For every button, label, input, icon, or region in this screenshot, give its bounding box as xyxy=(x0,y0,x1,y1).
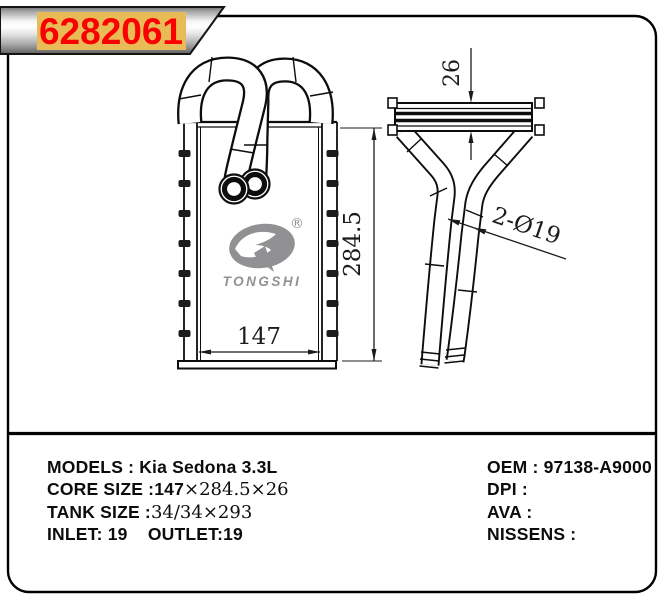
dimension-height xyxy=(340,128,382,361)
spec-row-models xyxy=(47,456,289,478)
spec-value: 34/34×293 xyxy=(150,501,253,523)
arrow-down-icon xyxy=(469,91,474,103)
spec-label: NISSENS : xyxy=(487,523,577,544)
arrow-up-icon xyxy=(469,131,474,143)
spec-label: TANK SIZE : xyxy=(47,501,151,522)
spec-row-dpi xyxy=(487,478,652,500)
part-number-banner xyxy=(0,7,224,54)
spec-value: ×284.5×26 xyxy=(184,479,289,501)
spec-row-inlet-outlet xyxy=(47,523,289,545)
core-edge-view xyxy=(388,98,544,135)
dimension-height-label: 284.5 xyxy=(340,211,366,277)
pipe-diameter-text: 2-Ø19 xyxy=(488,202,564,251)
arrow-down-icon xyxy=(372,349,377,361)
side-view-pipes xyxy=(403,131,526,368)
spec-label: OEM : 97138-A9000 xyxy=(487,457,652,477)
inlet-outlet-pipes xyxy=(179,57,333,204)
watermark-logo xyxy=(223,216,304,289)
spec-label: AVA : xyxy=(487,501,533,522)
spec-row-ava xyxy=(487,501,652,523)
watermark-brand-text: TONGSHI xyxy=(222,274,302,289)
part-number: 6282061 xyxy=(38,11,184,52)
registered-mark-icon: ® xyxy=(290,216,304,232)
dimension-width-label: 147 xyxy=(237,324,281,350)
spec-label: DPI : xyxy=(487,479,528,500)
spec-label: MODELS : Kia Sedona 3.3L xyxy=(47,457,278,477)
spec-row-nissens xyxy=(487,523,652,545)
spec-label: CORE SIZE :147 xyxy=(47,479,185,500)
spec-table-right xyxy=(487,456,652,545)
dimension-thickness-label: 26 xyxy=(440,59,465,87)
spec-row-tank-size xyxy=(47,501,289,523)
spec-label: INLET: 19 OUTLET:19 xyxy=(47,523,243,544)
arrow-up-icon xyxy=(372,128,377,140)
heater-core-front-view xyxy=(178,57,339,369)
dimension-width xyxy=(199,324,320,355)
spec-row-oem xyxy=(487,456,652,478)
spec-table-left xyxy=(47,456,289,545)
spec-row-core-size xyxy=(47,478,289,500)
